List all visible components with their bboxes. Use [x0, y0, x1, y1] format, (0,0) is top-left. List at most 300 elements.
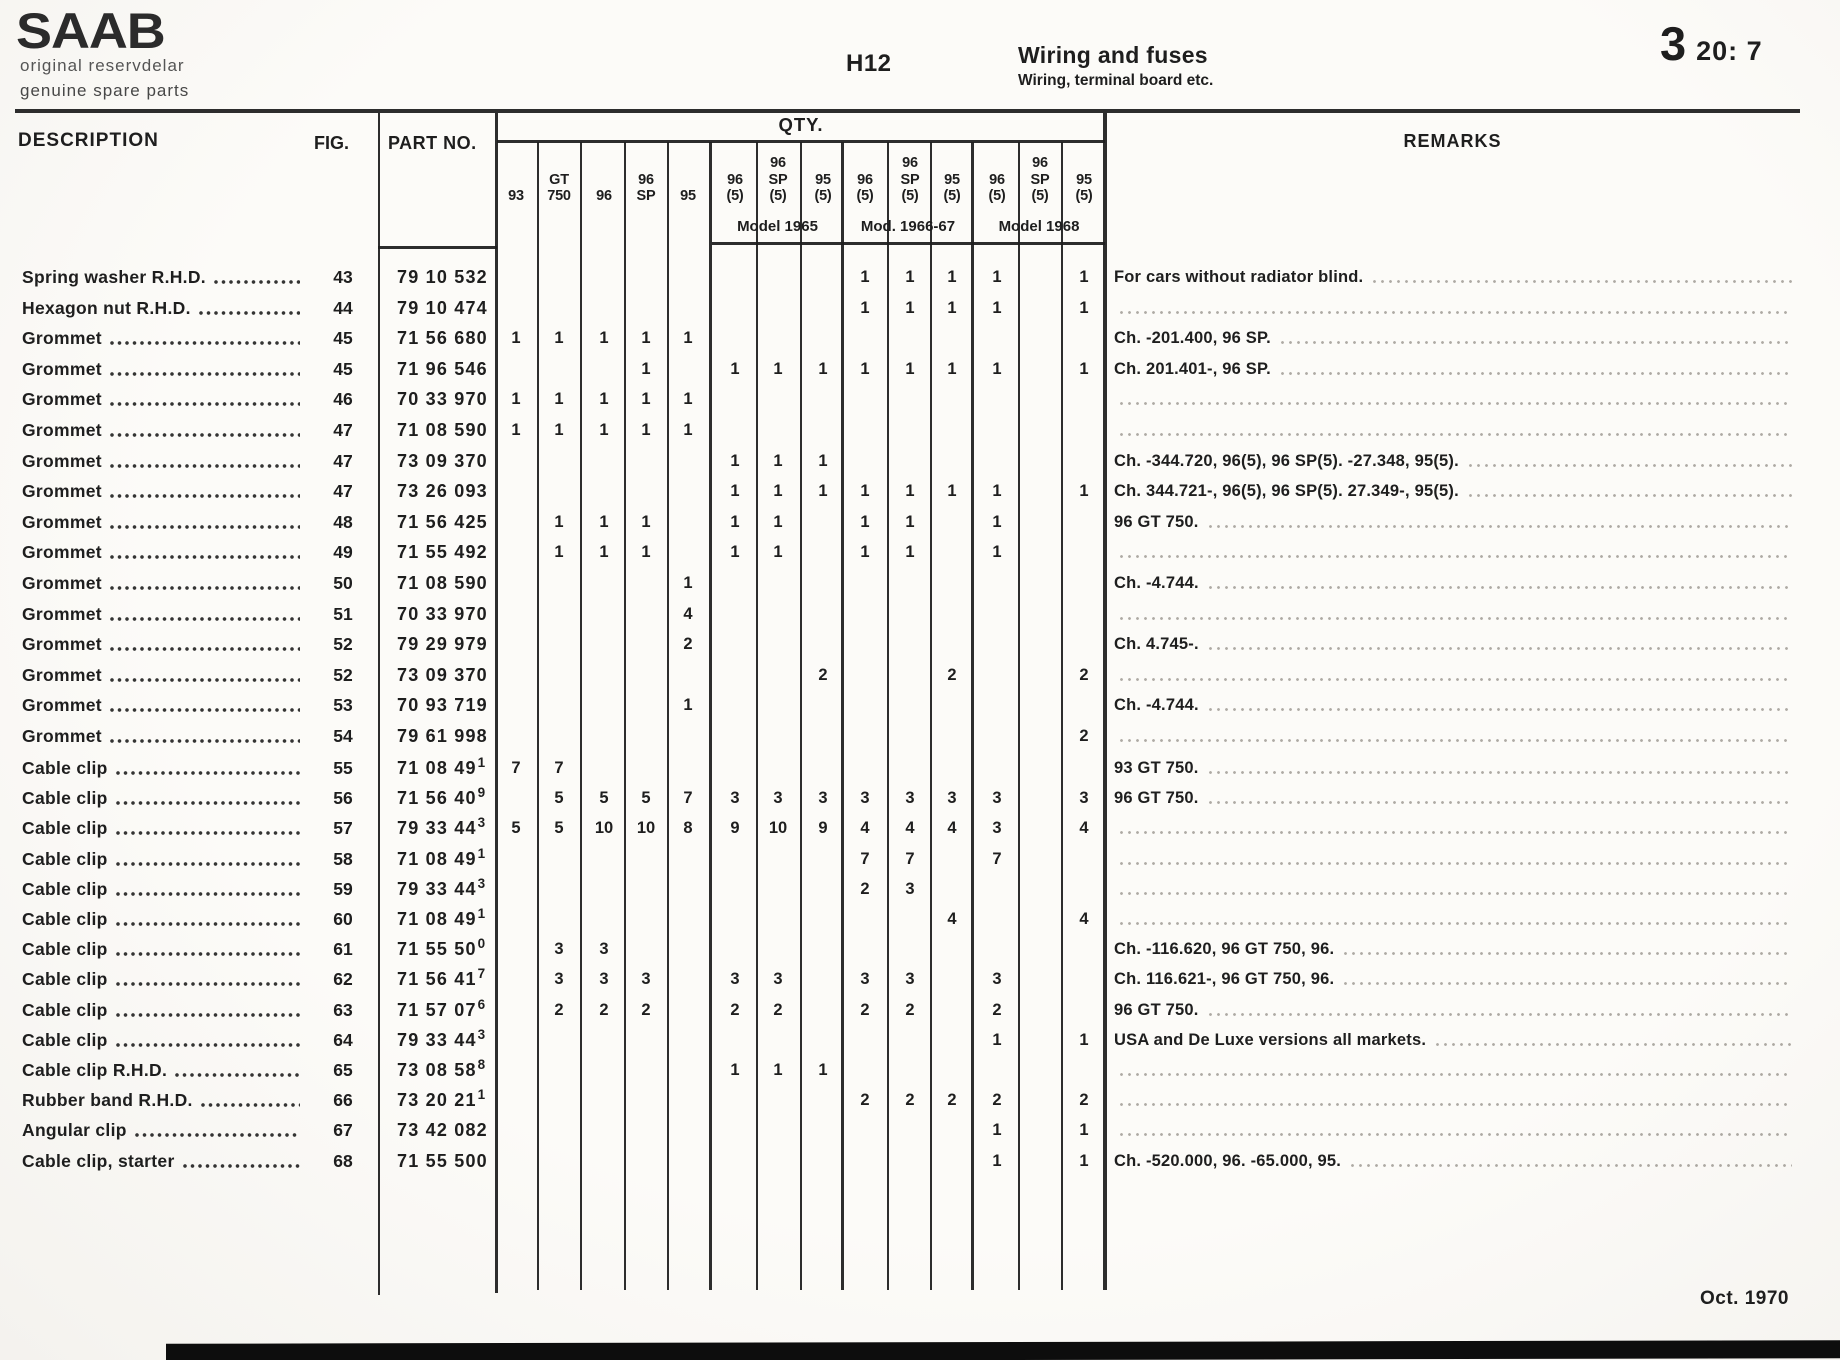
row-description	[22, 874, 310, 904]
qty-cell: 1	[599, 512, 609, 531]
part-no-text: 73 08 58	[397, 1060, 477, 1080]
row-fig: 56	[333, 788, 353, 809]
table-row	[0, 537, 1840, 567]
qty-cell: 3	[860, 789, 870, 808]
table-row	[0, 964, 1840, 994]
desc-leader	[175, 1073, 300, 1077]
remark-leader	[1120, 739, 1792, 742]
desc-leader	[116, 982, 300, 986]
remark-leader	[1120, 433, 1792, 436]
qty-cell: 4	[947, 910, 957, 928]
row-fig: 53	[333, 695, 353, 716]
page-number-minor: 20: 7	[1696, 36, 1763, 66]
qty-cell: 10	[594, 819, 614, 838]
part-no-text: 71 08 590	[397, 420, 488, 440]
qty-cell: 2	[947, 1091, 957, 1110]
row-fig: 59	[333, 878, 353, 899]
qty-cell: 1	[905, 298, 915, 317]
description-text: Grommet	[22, 603, 102, 624]
row-remark	[1114, 384, 1800, 414]
saab-logo: SAAB	[16, 3, 165, 59]
part-no-text: 71 96 546	[397, 358, 488, 379]
qty-col-label-line: SP	[768, 171, 788, 188]
part-no-text: 79 10 532	[397, 267, 488, 287]
qty-col-label	[625, 144, 667, 204]
row-remark	[1114, 446, 1800, 476]
table-row	[0, 874, 1840, 904]
row-part-no	[397, 507, 488, 537]
part-superscript: 3	[477, 815, 486, 831]
qty-cell: 2	[818, 665, 828, 684]
qty-col-label-line: 95	[944, 171, 960, 188]
row-part-no	[397, 293, 488, 323]
row-remark	[1114, 1146, 1800, 1176]
desc-leader	[110, 555, 300, 559]
qty-col-label-line: (5)	[769, 187, 787, 204]
row-remark	[1114, 415, 1800, 445]
row-fig: 47	[333, 481, 353, 502]
qty-col-label-line: SP	[1030, 171, 1050, 188]
qty-cell: 2	[730, 1000, 740, 1019]
col-header-qty: QTY.	[778, 114, 824, 135]
footer-date: Oct. 1970	[1700, 1288, 1789, 1309]
qty-cell: 2	[905, 1000, 915, 1019]
qty-cell: 2	[860, 1000, 870, 1019]
row-remark	[1114, 629, 1800, 659]
qty-cell: 9	[818, 819, 828, 838]
part-no-text: 79 10 474	[397, 297, 488, 318]
table-row	[0, 415, 1840, 445]
qty-cell: 1	[773, 543, 783, 562]
qty-col-label	[844, 144, 886, 204]
table-row	[0, 507, 1840, 537]
table-row	[0, 904, 1840, 934]
qty-col-label-line: 96	[857, 171, 873, 188]
part-no-text: 71 57 07	[397, 999, 477, 1020]
part-superscript: 7	[477, 966, 486, 982]
qty-cell: 1	[773, 482, 783, 501]
row-fig: 44	[333, 297, 353, 318]
row-description	[22, 507, 310, 537]
part-no-text: 73 20 21	[397, 1090, 477, 1111]
description-text: Grommet	[22, 542, 102, 563]
description-text: Rubber band R.H.D.	[22, 1090, 193, 1111]
qty-cell: 1	[599, 329, 609, 348]
row-remark	[1114, 537, 1800, 567]
row-fig: 47	[333, 450, 353, 471]
qty-col-label	[667, 144, 709, 204]
remark-leader	[1469, 494, 1792, 497]
remark-leader	[1209, 1013, 1792, 1016]
remark-leader	[1120, 831, 1792, 834]
desc-leader	[116, 1013, 300, 1017]
qty-cell: 3	[773, 789, 783, 808]
table-row	[0, 262, 1840, 292]
qty-cell: 1	[1079, 1151, 1089, 1170]
table-row	[0, 753, 1840, 783]
part-no-text: 71 08 590	[397, 573, 488, 593]
desc-leader	[110, 372, 300, 376]
remark-leader	[1120, 862, 1792, 865]
qty-cell: 1	[641, 543, 651, 562]
row-fig: 47	[333, 420, 353, 440]
qty-cell: 1	[992, 512, 1002, 531]
qty-col-label	[495, 144, 537, 204]
part-no-text: 73 09 370	[397, 450, 488, 471]
model-group-label: Model 1968	[998, 217, 1080, 235]
remark-leader	[1281, 372, 1792, 375]
qty-cell: 5	[511, 819, 521, 838]
qty-cell: 2	[905, 1091, 915, 1110]
qty-cell: 1	[1079, 268, 1089, 286]
description-text: Hexagon nut R.H.D.	[22, 297, 191, 318]
qty-cell: 1	[641, 512, 651, 531]
desc-leader	[110, 678, 300, 682]
qty-cell: 1	[773, 451, 783, 470]
qty-col-label-line: 96	[638, 171, 654, 188]
row-description	[22, 1146, 310, 1176]
qty-cell: 1	[683, 696, 693, 715]
qty-col-label-line: 95	[1076, 171, 1092, 188]
qty-cell: 3	[992, 970, 1002, 989]
row-part-no	[397, 783, 485, 815]
row-remark	[1114, 293, 1800, 323]
qty-cell: 1	[683, 421, 693, 439]
row-remark	[1114, 753, 1800, 783]
row-description	[22, 904, 310, 934]
qty-col-label-line: 96	[1032, 155, 1048, 172]
row-fig: 65	[333, 1060, 353, 1080]
table-row	[0, 813, 1840, 843]
row-description	[22, 537, 310, 567]
qty-cell: 1	[1079, 1121, 1089, 1140]
row-description	[22, 354, 310, 384]
row-remark	[1114, 813, 1800, 843]
table-row	[0, 599, 1840, 629]
remark-text: Ch. 201.401-, 96 SP.	[1114, 359, 1271, 378]
qty-cell: 8	[683, 819, 693, 838]
qty-cell: 1	[730, 359, 740, 378]
table-row	[0, 783, 1840, 813]
remark-text: 96 GT 750.	[1114, 512, 1199, 531]
qty-cell: 7	[992, 849, 1002, 868]
qty-cell: 1	[1079, 359, 1089, 378]
table-row	[0, 934, 1840, 964]
part-no-text: 71 56 425	[397, 511, 488, 532]
qty-cell: 1	[947, 482, 957, 501]
description-text: Cable clip	[22, 909, 108, 929]
qty-cell: 2	[947, 665, 957, 684]
table-row	[0, 844, 1840, 874]
row-part-no	[397, 721, 488, 751]
qty-cell: 2	[992, 1091, 1002, 1110]
row-fig: 63	[333, 999, 353, 1020]
description-text: Angular clip	[22, 1120, 127, 1141]
row-fig: 52	[333, 664, 353, 685]
part-superscript: 3	[477, 1026, 486, 1042]
remark-leader	[1209, 708, 1792, 711]
col-header-fig: FIG.	[314, 133, 349, 153]
desc-leader	[110, 647, 300, 651]
desc-leader	[110, 494, 300, 498]
qty-cell: 1	[511, 390, 521, 409]
row-remark	[1114, 476, 1800, 506]
row-fig: 50	[333, 573, 353, 593]
qty-cell: 1	[730, 451, 740, 470]
qty-cell: 7	[905, 849, 915, 868]
qty-cell: 1	[641, 390, 651, 409]
qty-cell: 1	[554, 543, 564, 562]
description-text: Cable clip	[22, 999, 108, 1020]
row-description	[22, 476, 310, 506]
row-part-no	[397, 964, 485, 996]
row-part-no	[397, 1115, 488, 1145]
desc-leader	[110, 739, 300, 743]
qty-cell: 3	[818, 789, 828, 808]
qty-cell: 5	[554, 819, 564, 838]
remark-leader	[1120, 617, 1792, 620]
remark-text: 96 GT 750.	[1114, 1000, 1199, 1019]
desc-leader	[110, 586, 300, 590]
qty-cell: 1	[860, 543, 870, 562]
qty-col-label-line: 96	[596, 187, 612, 204]
row-remark	[1114, 1115, 1800, 1145]
qty-cell: 2	[992, 1000, 1002, 1019]
desc-leader	[116, 801, 300, 805]
row-description	[22, 1085, 310, 1115]
table-row	[0, 1055, 1840, 1085]
desc-leader	[116, 831, 300, 835]
qty-col-label-line: SP	[900, 171, 920, 188]
row-part-no	[397, 813, 485, 845]
description-text: Grommet	[22, 450, 102, 471]
qty-cell: 2	[683, 635, 693, 654]
qty-cell: 3	[730, 789, 740, 808]
description-text: Grommet	[22, 328, 102, 349]
model-group-label: Model 1965	[737, 217, 818, 235]
desc-leader	[201, 1103, 300, 1107]
row-description	[22, 690, 310, 720]
row-description	[22, 384, 310, 414]
table-grid-line	[712, 242, 1105, 245]
row-fig: 61	[333, 939, 353, 960]
part-no-text: 71 08 49	[397, 909, 477, 929]
qty-cell: 1	[511, 421, 521, 439]
qty-cell: 5	[599, 789, 609, 808]
description-text: Cable clip	[22, 818, 108, 839]
qty-cell: 1	[1079, 1030, 1089, 1049]
qty-cell: 3	[860, 970, 870, 989]
qty-col-label-line: (5)	[943, 187, 961, 204]
description-text: Grommet	[22, 664, 102, 685]
qty-col-label-line: (5)	[814, 187, 832, 204]
row-part-no	[397, 415, 488, 445]
qty-cell: 3	[905, 789, 915, 808]
row-part-no	[397, 1085, 485, 1117]
table-row	[0, 568, 1840, 598]
row-description	[22, 599, 310, 629]
row-description	[22, 660, 310, 690]
row-fig: 46	[333, 389, 353, 410]
desc-leader	[116, 1043, 300, 1047]
row-description	[22, 1025, 310, 1055]
part-no-text: 79 33 44	[397, 818, 477, 839]
part-superscript: 9	[477, 785, 486, 801]
desc-leader	[110, 525, 300, 529]
row-fig: 62	[333, 969, 353, 990]
qty-cell: 1	[773, 512, 783, 531]
description-text: Cable clip, starter	[22, 1150, 175, 1171]
remark-text: Ch. -520.000, 96. -65.000, 95.	[1114, 1151, 1342, 1170]
qty-cell: 1	[730, 543, 740, 562]
qty-cell: 3	[554, 940, 564, 959]
qty-cell: 1	[818, 451, 828, 470]
row-description	[22, 995, 310, 1025]
row-description	[22, 721, 310, 751]
qty-cell: 1	[860, 359, 870, 378]
qty-cell: 7	[683, 789, 693, 808]
row-remark	[1114, 1025, 1800, 1055]
qty-cell: 4	[683, 604, 693, 623]
remark-leader	[1120, 892, 1792, 895]
qty-col-label-line: 95	[815, 171, 831, 188]
qty-cell: 1	[683, 390, 693, 409]
desc-leader	[135, 1133, 300, 1137]
part-no-text: 70 33 970	[397, 603, 488, 624]
table-row	[0, 476, 1840, 506]
qty-cell: 1	[730, 482, 740, 501]
model-group-label: Mod. 1966-67	[860, 217, 956, 235]
qty-cell: 2	[554, 1000, 564, 1019]
qty-col-label	[714, 144, 756, 204]
table-row	[0, 690, 1840, 720]
qty-cell: 1	[818, 359, 828, 378]
qty-cell: 1	[992, 1030, 1002, 1049]
table-row	[0, 446, 1840, 476]
qty-col-label	[889, 144, 931, 204]
row-fig: 52	[333, 634, 353, 655]
qty-cell: 1	[860, 298, 870, 317]
part-no-text: 70 93 719	[397, 695, 488, 716]
qty-cell: 7	[860, 849, 870, 868]
remark-text: Ch. -4.744.	[1114, 696, 1199, 715]
desc-leader	[110, 617, 300, 621]
qty-cell: 4	[1079, 910, 1089, 928]
desc-leader	[116, 922, 300, 926]
qty-col-label	[583, 144, 625, 204]
qty-cell: 2	[1079, 665, 1089, 684]
row-description	[22, 813, 310, 843]
qty-col-label-line: 96	[727, 171, 743, 188]
table-row	[0, 354, 1840, 384]
description-text: Spring washer R.H.D.	[22, 267, 206, 287]
row-fig: 60	[333, 909, 353, 929]
part-no-text: 79 61 998	[397, 726, 488, 746]
qty-cell: 1	[860, 512, 870, 531]
remark-text: Ch. 4.745-.	[1114, 635, 1199, 654]
qty-cell: 1	[992, 268, 1002, 286]
qty-cell: 1	[1079, 298, 1089, 317]
qty-cell: 2	[1079, 1091, 1089, 1110]
remark-leader	[1436, 1043, 1792, 1046]
remark-leader	[1281, 341, 1792, 344]
qty-col-label-line: (5)	[726, 187, 744, 204]
qty-cell: 4	[860, 819, 870, 838]
table-row	[0, 1146, 1840, 1176]
part-no-text: 71 56 680	[397, 328, 488, 349]
qty-cell: 1	[773, 359, 783, 378]
desc-leader	[110, 708, 300, 712]
desc-leader	[214, 280, 300, 284]
table-grid-line	[378, 246, 497, 249]
qty-col-label-line: SP	[636, 187, 656, 204]
qty-cell: 1	[992, 298, 1002, 317]
qty-cell: 2	[599, 1000, 609, 1019]
row-remark	[1114, 690, 1800, 720]
part-no-text: 73 26 093	[397, 481, 488, 502]
qty-cell: 3	[641, 970, 651, 989]
part-superscript: 1	[477, 755, 486, 770]
row-remark	[1114, 721, 1800, 751]
part-superscript: 1	[477, 845, 486, 861]
row-remark	[1114, 964, 1800, 994]
row-description	[22, 934, 310, 964]
qty-col-label-line: (5)	[1075, 187, 1093, 204]
qty-col-label	[1019, 144, 1061, 204]
remark-leader	[1120, 555, 1792, 558]
qty-cell: 1	[641, 359, 651, 378]
row-description	[22, 446, 310, 476]
row-remark	[1114, 934, 1800, 964]
qty-cell: 3	[773, 970, 783, 989]
remark-leader	[1120, 402, 1792, 405]
desc-leader	[199, 311, 300, 315]
qty-cell: 5	[554, 789, 564, 808]
qty-cell: 1	[905, 543, 915, 562]
qty-cell: 1	[992, 1121, 1002, 1140]
description-text: Cable clip	[22, 939, 108, 960]
qty-cell: 10	[636, 819, 656, 838]
part-no-text: 70 33 970	[397, 389, 488, 410]
qty-cell: 4	[1079, 819, 1089, 838]
row-remark	[1114, 507, 1800, 537]
qty-cell: 1	[905, 512, 915, 531]
qty-cell: 1	[905, 359, 915, 378]
part-no-text: 79 33 44	[397, 878, 477, 899]
row-part-no	[397, 568, 488, 598]
doc-code: H12	[846, 50, 892, 77]
qty-cell: 3	[905, 970, 915, 989]
remark-leader	[1120, 1133, 1792, 1136]
row-description	[22, 323, 310, 353]
row-description	[22, 568, 310, 598]
qty-cell: 1	[1079, 482, 1089, 501]
row-fig: 45	[333, 358, 353, 379]
row-part-no	[397, 995, 485, 1027]
qty-cell: 1	[818, 1061, 828, 1079]
qty-cell: 2	[1079, 727, 1089, 745]
table-row	[0, 629, 1840, 659]
part-superscript: 0	[477, 936, 486, 952]
row-remark	[1114, 995, 1800, 1025]
part-superscript: 1	[477, 906, 486, 921]
qty-cell: 1	[905, 482, 915, 501]
row-description	[22, 1115, 310, 1145]
remark-text: Ch. 116.621-, 96 GT 750, 96.	[1114, 970, 1335, 989]
row-fig: 64	[333, 1029, 353, 1050]
description-text: Grommet	[22, 726, 102, 746]
qty-cell: 1	[599, 421, 609, 439]
